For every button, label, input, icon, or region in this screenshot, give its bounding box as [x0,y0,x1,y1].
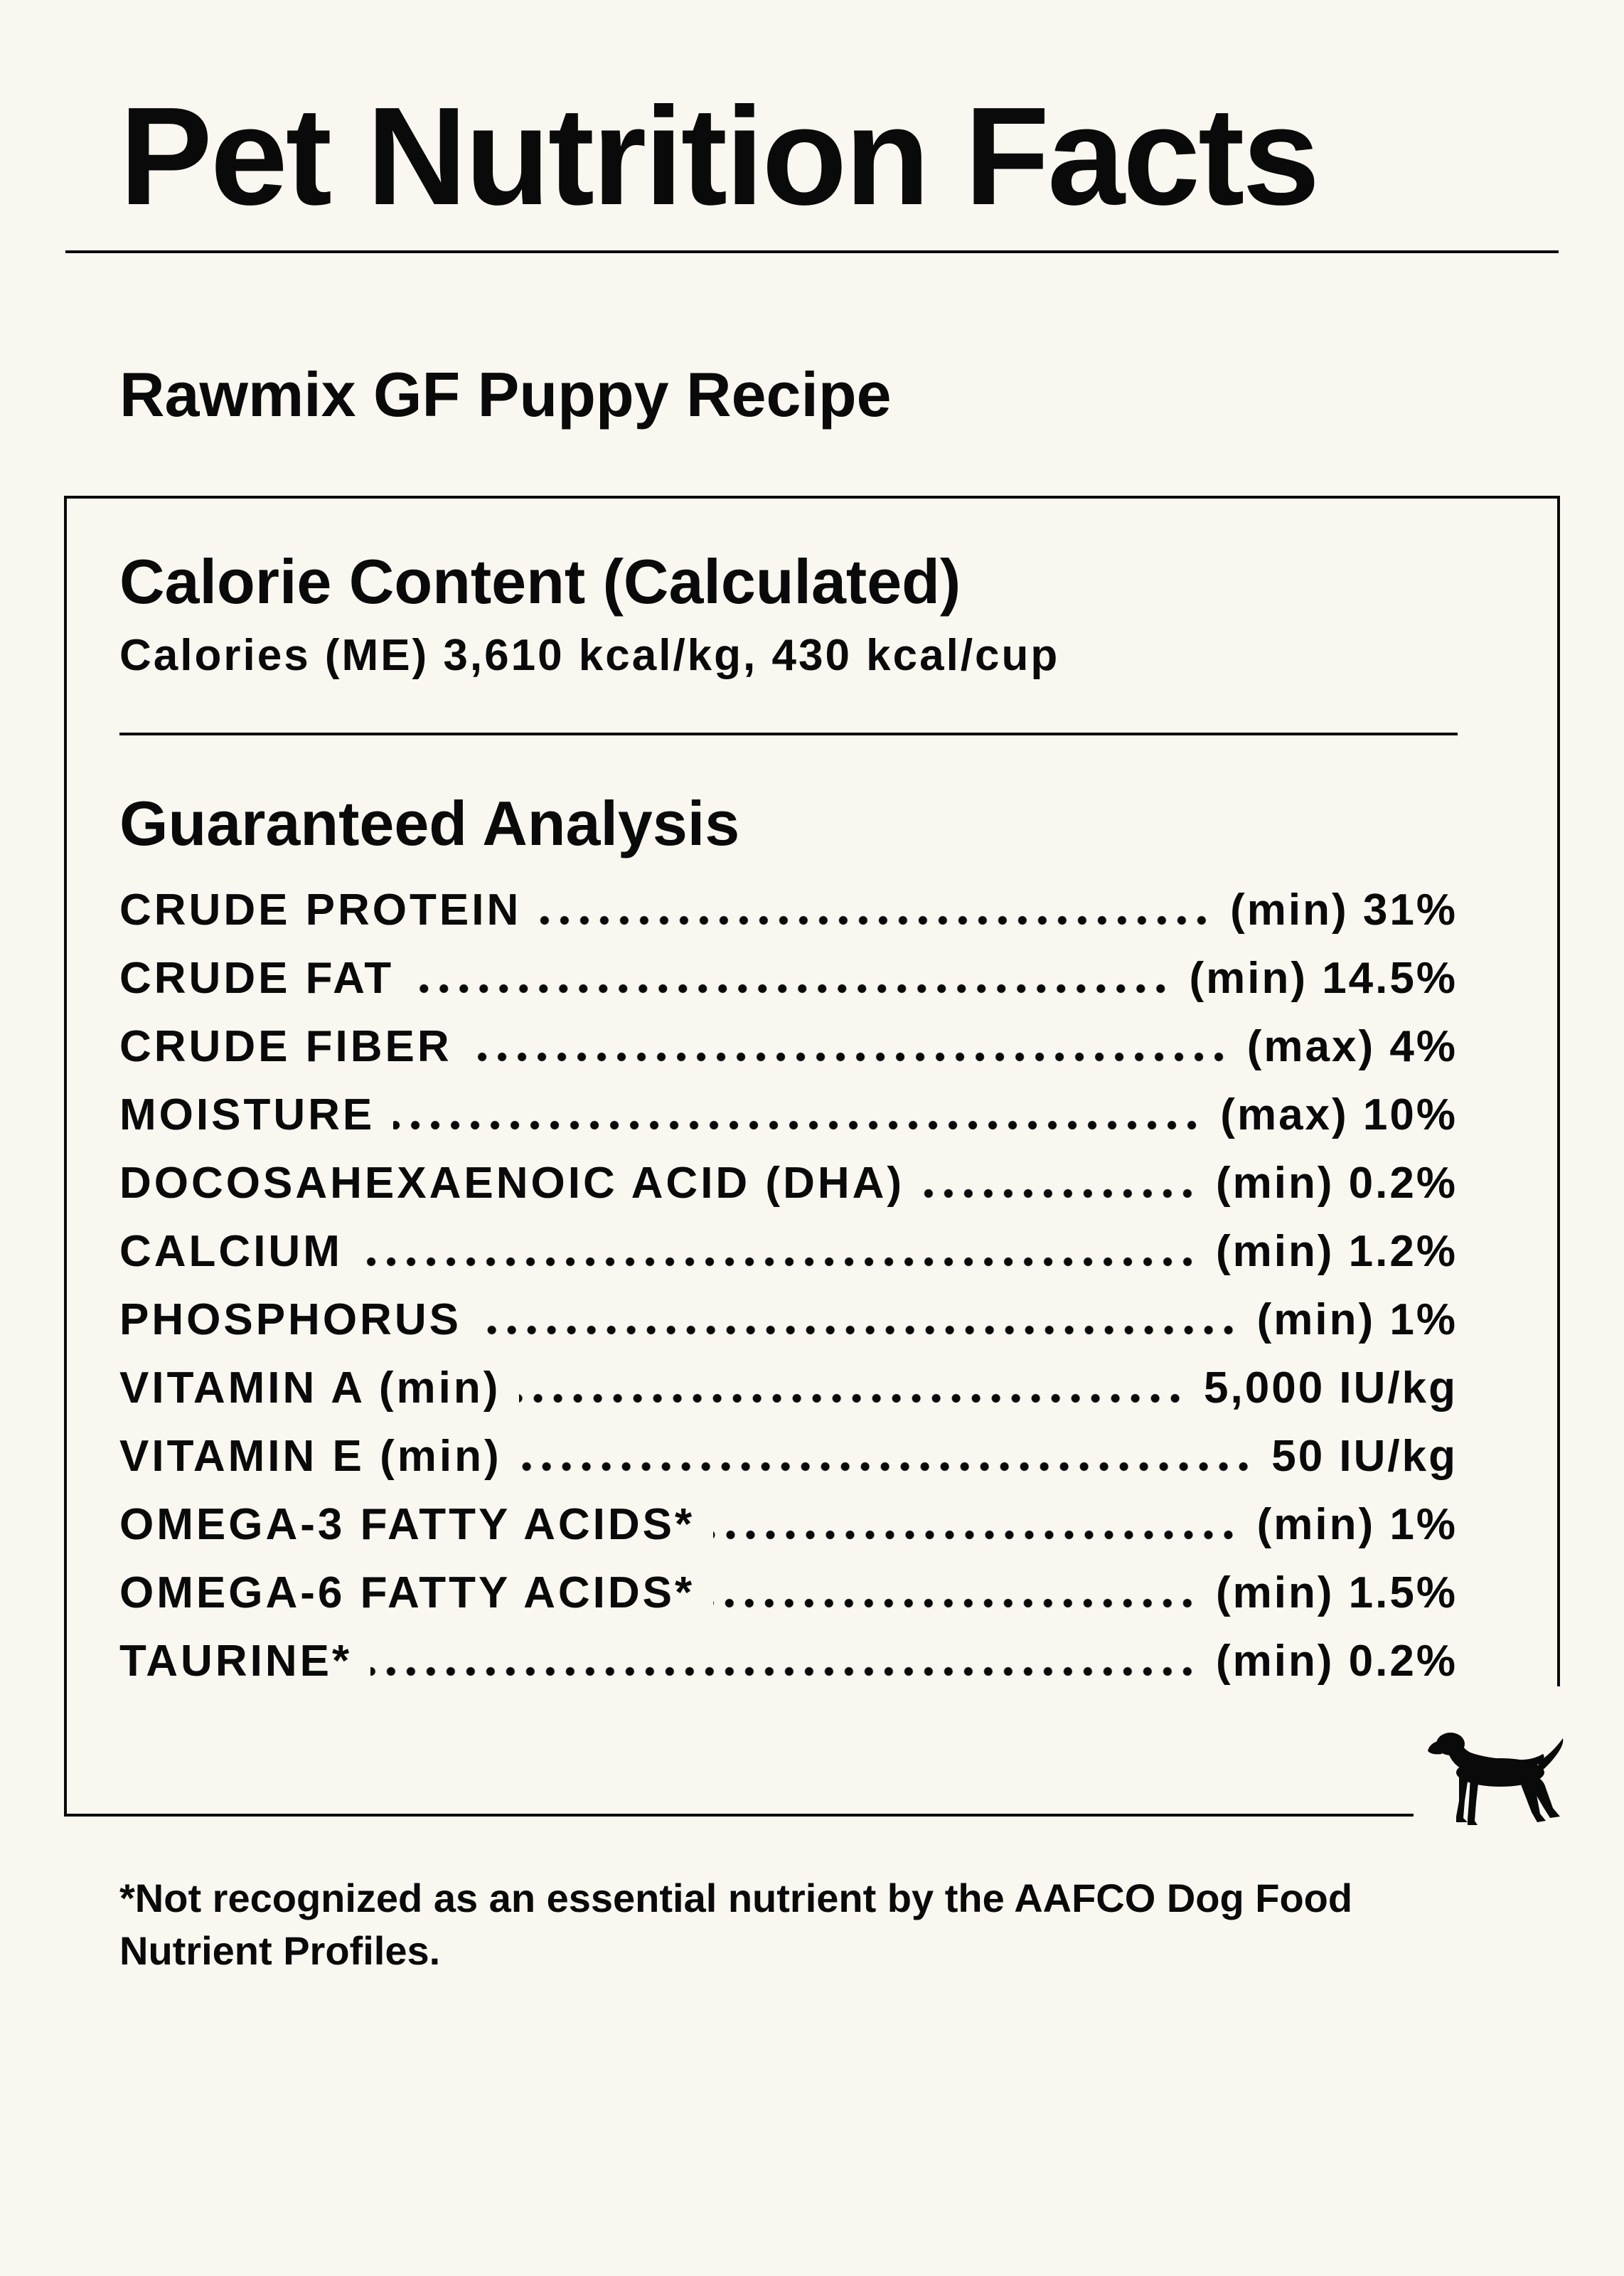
product-name: Rawmix GF Puppy Recipe [119,359,892,430]
panel-border-left [64,496,67,1817]
panel-border-top [64,496,1560,499]
analysis-row-vitamin-a [119,1354,1458,1422]
analysis-value: (min) 0.2% [1215,1637,1458,1686]
calorie-content-heading: Calorie Content (Calculated) [119,546,961,617]
analysis-name: DOCOSAHEXAENOIC ACID (DHA) [119,1159,905,1208]
analysis-value: (min) 1% [1256,1500,1458,1549]
panel-border-right [1557,496,1560,1686]
analysis-row-calcium [119,1218,1458,1286]
dot-leader [923,1183,1197,1204]
footnote: *Not recognized as an essential nutrient by the AAFCO Dog Food Nutrient Profiles. [119,1876,1353,1973]
analysis-name: TAURINE* [119,1637,353,1686]
analysis-row-vitamin-e [119,1422,1458,1491]
analysis-row-crude-protein [119,876,1458,945]
guaranteed-analysis-heading: Guaranteed Analysis [119,788,740,858]
dot-leader [540,910,1212,931]
analysis-row-crude-fat [119,945,1458,1013]
analysis-name: VITAMIN E (min) [119,1432,502,1481]
dot-leader [713,1592,1197,1614]
analysis-row-dha [119,1149,1458,1218]
analysis-value: (min) 1% [1256,1295,1458,1344]
page-title: Pet Nutrition Facts [119,78,1318,234]
dog-icon [1425,1723,1564,1828]
section-divider [119,733,1458,735]
analysis-value: (min) 0.2% [1215,1159,1458,1208]
analysis-name: OMEGA-6 FATTY ACIDS* [119,1568,695,1617]
analysis-row-moisture [119,1081,1458,1149]
analysis-row-crude-fiber [119,1013,1458,1081]
dot-leader [393,1115,1202,1136]
dot-leader [471,1046,1229,1068]
analysis-name: VITAMIN A (min) [119,1363,501,1413]
panel-border-bottom [64,1814,1414,1817]
analysis-row-taurine [119,1627,1458,1696]
analysis-value: 50 IU/kg [1271,1432,1458,1481]
dot-leader [480,1319,1239,1341]
analysis-row-phosphorus [119,1286,1458,1354]
title-divider [65,250,1559,253]
guaranteed-analysis-list [119,876,1458,1696]
analysis-value: (min) 14.5% [1189,954,1458,1003]
analysis-name: CALCIUM [119,1227,343,1276]
analysis-value: (min) 1.2% [1215,1227,1458,1276]
dot-leader [713,1524,1239,1546]
dot-leader [412,978,1170,999]
analysis-name: OMEGA-3 FATTY ACIDS* [119,1500,695,1549]
analysis-name: PHOSPHORUS [119,1295,461,1344]
dot-leader [361,1251,1197,1272]
analysis-name: CRUDE FIBER [119,1022,452,1071]
dot-leader [370,1661,1197,1682]
analysis-value: (min) 31% [1230,886,1458,935]
analysis-value: (max) 4% [1246,1022,1458,1071]
dot-leader [519,1388,1185,1409]
analysis-row-omega-3 [119,1491,1458,1559]
dot-leader [520,1456,1254,1477]
analysis-name: CRUDE PROTEIN [119,886,522,935]
analysis-name: CRUDE FAT [119,954,395,1003]
analysis-row-omega-6 [119,1559,1458,1627]
analysis-value: (min) 1.5% [1215,1568,1458,1617]
analysis-value: 5,000 IU/kg [1204,1363,1458,1413]
analysis-name: MOISTURE [119,1090,375,1139]
analysis-value: (max) 10% [1220,1090,1458,1139]
calorie-content-text: Calories (ME) 3,610 kcal/kg, 430 kcal/cup [119,631,1060,680]
